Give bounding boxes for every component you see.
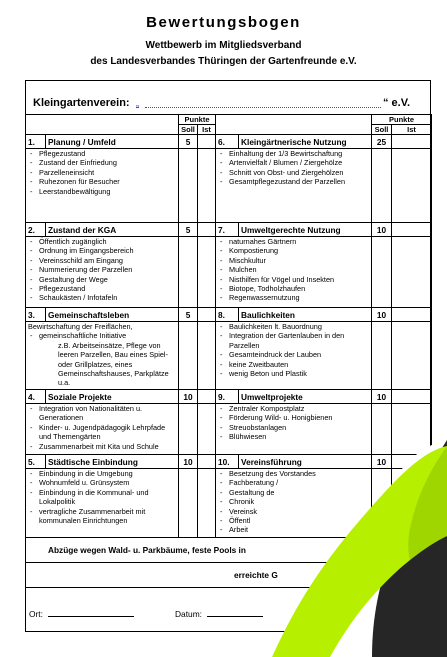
subtitle-line-1: Wettbewerb im Mitgliedsverband [145, 40, 302, 51]
criterion: - Zentraler Kompostplatz [218, 404, 369, 413]
criterion: - Vereinsk [218, 507, 369, 516]
page-title: Bewertungsbogen [146, 14, 301, 31]
criterion: - Baulichkeiten lt. Bauordnung [218, 322, 369, 331]
criterion: - Nummerierung der Parzellen [28, 265, 176, 274]
criterion: - Integration der Gartenlauben in den Parzellen [218, 331, 369, 350]
kleingartenverein-suffix: “ e.V. [383, 97, 411, 109]
criterion: - naturnahes Gärtnern [218, 237, 369, 246]
criterion: - Arbeit [218, 525, 369, 534]
punkte-header-right: Punkte [372, 115, 432, 125]
section-number: 10. [216, 455, 239, 469]
soll-points: 10 [179, 390, 198, 404]
ort-label: Ort: [29, 609, 43, 619]
criterion: - Zusammenarbeit mit Kita und Schule [28, 442, 176, 451]
criterion: - gemeinschaftliche Initiative [28, 331, 176, 340]
soll-points: 5 [179, 223, 198, 237]
section-number: 7. [216, 223, 239, 237]
criterion: - Öffentlich zugänglich [28, 237, 176, 246]
section-title: Umweltgerechte Nutzung [239, 223, 372, 237]
criterion: - vertragliche Zusammenarbeit mit kommunalen Einrichtungen [28, 507, 176, 526]
criterion: - wenig Beton und Plastik [218, 369, 369, 378]
ist-header: Ist [198, 125, 216, 135]
abzuege-row: Abzüge wegen Wald- u. Parkbäume, feste Pools in [26, 538, 432, 563]
soll-points: 5 [179, 308, 198, 322]
soll-header: Soll [372, 125, 392, 135]
section-number: 5. [26, 455, 46, 469]
criterion: - Streuobstanlagen [218, 423, 369, 432]
criterion: - Chronik [218, 497, 369, 506]
criterion: - Mulchen [218, 265, 369, 274]
criterion: - Gestaltung de [218, 488, 369, 497]
kleingartenverein-quote-mark: „ [136, 98, 139, 108]
criterion: - Blühwiesen [218, 432, 369, 441]
criterion: - Schnitt von Obst- und Ziergehölzen [218, 168, 369, 177]
criterion: - Zustand der Einfriedung [28, 158, 176, 167]
criterion: - Gesamtpflegezustand der Parzellen [218, 177, 369, 186]
section-title: Kleingärtnerische Nutzung [239, 135, 372, 149]
section-number: 4. [26, 390, 46, 404]
criterion: - Öffentl [218, 516, 369, 525]
criterion: - Ruhezonen für Besucher [28, 177, 176, 186]
criterion: - Biotope, Todholzhaufen [218, 284, 369, 293]
datum-label: Datum: [175, 609, 202, 619]
criterion: - Parzelleneinsicht [28, 168, 176, 177]
criterion: - Gestaltung der Wege [28, 275, 176, 284]
soll-points: 10 [372, 455, 392, 469]
criterion: - Regenwassernutzung [218, 293, 369, 302]
criterion: - Artenvielfalt / Blumen / Ziergehölze [218, 158, 369, 167]
soll-header: Soll [179, 125, 198, 135]
section-title: Städtische Einbindung [46, 455, 179, 469]
criteria-examples: z.B. Arbeitseinsätze, Pflege von leeren Parzellen, Bau eines Spiel- oder Grillplatzes, eines Gemeinschaftshauses, Parkplätze u.a. [58, 340, 169, 388]
section-number: 3. [26, 308, 46, 322]
soll-points: 10 [179, 455, 198, 469]
soll-points: 5 [179, 135, 198, 149]
soll-points: 10 [372, 223, 392, 237]
kleingartenverein-label: Kleingartenverein: [33, 97, 130, 109]
section-title: Gemeinschaftsleben [46, 308, 179, 322]
criterion: - Einbindung in die Umgebung [28, 469, 176, 478]
section-number: 2. [26, 223, 46, 237]
criterion: - Förderung Wild- u. Honigbienen [218, 413, 369, 422]
section-number: 6. [216, 135, 239, 149]
section-title: Soziale Projekte [46, 390, 179, 404]
section-number: 1. [26, 135, 46, 149]
ist-header: Ist [392, 125, 432, 135]
criterion: - Wohnumfeld u. Grünsystem [28, 478, 176, 487]
criterion: - Schaukästen / Infotafeln [28, 293, 176, 302]
criterion: - Einbindung in die Kommunal- und Lokalpolitik [28, 488, 176, 507]
erreichte-row: erreichte G [26, 563, 432, 588]
soll-points: 10 [372, 308, 392, 322]
criterion: - keine Zweitbauten [218, 360, 369, 369]
criterion: - Vereinsschild am Eingang [28, 256, 176, 265]
criterion: - Besetzung des Vorstandes [218, 469, 369, 478]
soll-points: 10 [372, 390, 392, 404]
section-title: Umweltprojekte [239, 390, 372, 404]
criterion: - Einhaltung der 1/3 Bewirtschaftung [218, 149, 369, 158]
criterion: - Ordnung im Eingangsbereich [28, 246, 176, 255]
section-title: Vereinsführung [239, 455, 372, 469]
punkte-header-left: Punkte [179, 115, 216, 125]
section-title: Planung / Umfeld [46, 135, 179, 149]
criterion: - Gesamteindruck der Lauben [218, 350, 369, 359]
criterion: - Mischkultur [218, 256, 369, 265]
criterion: - Fachberatung / [218, 478, 369, 487]
soll-points: 25 [372, 135, 392, 149]
subtitle-line-2: des Landesverbandes Thüringen der Gartenfreunde e.V. [90, 56, 357, 67]
criterion: - Nisthilfen für Vögel und Insekten [218, 275, 369, 284]
criterion: - Kompostierung [218, 246, 369, 255]
criterion: - Leerstandbewältigung [28, 187, 176, 196]
section-number: 8. [216, 308, 239, 322]
criteria-intro: Bewirtschaftung der Freiflächen, [28, 322, 133, 331]
section-number: 9. [216, 390, 239, 404]
criterion: - Pflegezustand [28, 149, 176, 158]
criterion: - Kinder- u. Jugendpädagogik Lehrpfade und Themengärten [28, 423, 176, 442]
section-title: Zustand der KGA [46, 223, 179, 237]
criterion: - Integration von Nationalitäten u. Generationen [28, 404, 176, 423]
section-title: Baulichkeiten [239, 308, 372, 322]
criterion: - Pflegezustand [28, 284, 176, 293]
